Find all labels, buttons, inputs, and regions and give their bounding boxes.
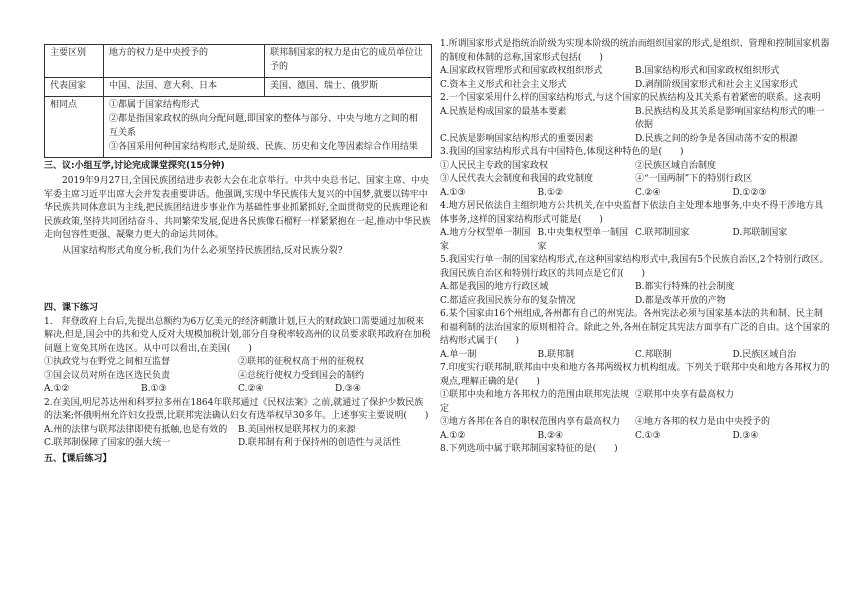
left-column [44, 38, 432, 466]
question-stem: 3.我国的国家结构形式具有中国特色,体现这种特色的是( ) [440, 147, 684, 157]
choice: B.①③ [141, 384, 167, 395]
right-column [440, 38, 830, 457]
table-row [45, 77, 432, 96]
question-stem: 2.一个国家采用什么样的国家结构形式,与这个国家的民族结构及其关系有着紧密的联系。这表明 [440, 93, 821, 103]
table-cell: 联邦制国家的权力是由它的成员单位让予的 [265, 45, 432, 78]
choice-row [440, 227, 830, 254]
choice: D.邦联制国家 [732, 228, 788, 238]
common-points-cell [104, 96, 432, 157]
choice: B.中央集权型单一制国家 [537, 228, 628, 252]
choice-row [440, 187, 830, 201]
option: ④“一国两制”下的特别行政区 [635, 174, 753, 184]
choice: D.民族之间的纷争是各国动荡不安的根源 [635, 133, 798, 144]
choice: D.③④ [732, 430, 759, 441]
option-row [440, 389, 830, 416]
choice: A.民族是构成国家的最基本要素 [440, 106, 567, 117]
option: ③人民代表大会制度和我国的政党制度 [440, 174, 594, 184]
question-stem: 4.地方居民依法自主组织地方公共机关,在中央监督下依法自主处理本地事务,中央不得干涉地方具体事务,这样的国家结构形式可能是( ) [440, 201, 824, 225]
choice: C.②④ [238, 384, 264, 395]
option: ④地方各邦的权力是由中央授予的 [635, 417, 771, 427]
table-cell: 地方的权力是中央授予的 [104, 45, 265, 78]
choice: C.②④ [635, 187, 661, 198]
choice: A.①② [44, 384, 70, 395]
choice-row [440, 106, 830, 133]
choice: C.邦联制 [635, 349, 672, 360]
choice: A.都是我国的地方行政区域 [440, 282, 549, 292]
choice: B.②④ [537, 430, 564, 441]
list-item: ③各国采用何种国家结构形式,是阶级、民族、历史和文化等因素综合作用结果 [109, 141, 418, 152]
choice: D.联邦制有利于保持州的创造性与灵活性 [238, 438, 401, 449]
choice: C.资本主义形式和社会主义形式 [440, 79, 567, 90]
option-row [440, 160, 830, 174]
choice: D.①②③ [732, 187, 767, 198]
choice: A.①③ [440, 187, 466, 198]
option: ③国会议员对所在选区选民负责 [44, 370, 171, 381]
choice: D.③④ [335, 384, 361, 395]
option: ①执政党与在野党之间相互监督 [44, 357, 171, 368]
choice: B.国家结构形式和国家政权组织形式 [635, 66, 780, 76]
option: ②联邦的征税权高于州的征税权 [238, 357, 365, 368]
section-paragraph: 2019年9月27日,全国民族团结进步表彰大会在北京举行。中共中央总书记、国家主席、中央军委主席习近平出席大会并发表重要讲话。他强调,实现中华民族伟大复兴的中国梦,就要以铸牢中华民族共同体意识为主线,把民族团结进步事业作为基础性事业抓紧抓好,全面贯彻党的民族理论和民族政策,坚持共同团结奋斗、共同繁荣发展,促进各民族像石榴籽一样紧紧抱在一起,推动中华民族走向包容性更强、凝聚力更大的命运共同体。 [44, 176, 431, 241]
option-row [440, 173, 830, 187]
choice-row [440, 133, 830, 147]
list-item: ①都属于国家结构形式 [109, 99, 200, 110]
choice-row [440, 281, 830, 295]
choice-row [440, 295, 830, 309]
choice-row [44, 383, 432, 397]
option: ②民族区域自治制度 [635, 160, 717, 171]
section-title: 四、课下练习 [44, 303, 99, 314]
choice-row [440, 79, 830, 93]
option: ④总统行使权力受到国会的制约 [238, 370, 365, 381]
choice: B.①② [537, 187, 564, 198]
section-title: 三、议:小组互学,讨论完成课堂探究(15分钟) [44, 160, 225, 171]
choice: C.都适应我国民族分布的复杂情况 [440, 295, 576, 306]
option: ①人民民主专政的国家政权 [440, 160, 549, 171]
choice: A.国家政权管理形式和国家政权组织形式 [440, 66, 603, 76]
choice-row [440, 65, 830, 79]
option: ③地方各邦在各自的职权范围内享有最高权力 [440, 417, 621, 427]
row-head: 主要区别 [45, 45, 104, 78]
choice: C.联邦制保障了国家的强大统一 [44, 438, 171, 449]
table-cell: 美国、德国、瑞士、俄罗斯 [265, 77, 432, 96]
choice: D.民族区域自治 [732, 349, 797, 360]
comparison-table [44, 44, 432, 158]
question-stem: 6.某个国家由16个州组成,各州都有自己的州宪法。各州宪法必须与国家基本法的共和制、民主制和福利制的法治国家的原则相符合。除此之外,各州在制定其宪法方面享有广泛的自由。这个国家的结构形式属于( ) [440, 309, 830, 346]
section-question: 从国家结构形式角度分析,我们为什么必须坚持民族团结,反对民族分裂? [62, 245, 343, 256]
choice: A.①② [440, 430, 466, 441]
choice: C.①③ [635, 430, 661, 441]
question-stem: 2.在美国,明尼苏达州和科罗拉多州在1864年联邦通过《民权法案》之前,就通过了保护少数民族的法案;怀俄明州允许妇女投票,比联邦宪法确认妇女有选举权早30多年。上述事实主要说明( ) [44, 397, 429, 422]
question-stem: 5.我国实行单一制的国家结构形式,在这种国家结构形式中,我国有5个民族自治区,2个特别行政区。我国民族自治区和特别行政区的共同点是它们( ) [440, 255, 829, 279]
option-row [440, 416, 830, 430]
choice: C.联邦制国家 [635, 228, 690, 238]
row-head: 代表国家 [45, 77, 104, 96]
choice: B.都实行特殊的社会制度 [635, 282, 735, 292]
option: ①联邦中央和地方各邦权力的范围由联邦宪法规定 [440, 390, 630, 414]
choice: B.美国州权是联邦权力的来源 [238, 424, 356, 435]
option-row [44, 356, 432, 370]
choice: D.剥削阶级国家形式和社会主义国家形式 [635, 79, 798, 90]
question-stem: 7.印度实行联邦制,联邦由中央和地方各邦两级权力机构组成。下列关于联邦中央和地方各邦权力的观点,理解正确的是( ) [440, 363, 830, 387]
choice: A.单一制 [440, 349, 477, 360]
choice-row [440, 430, 830, 444]
row-head: 相同点 [45, 96, 104, 157]
choice-row [44, 437, 432, 451]
table-row [45, 96, 432, 157]
table-row [45, 45, 432, 78]
section-title: 五、【课后练习】 [44, 453, 112, 464]
choice: D.都是改革开放的产物 [635, 295, 726, 306]
choice: B.民族结构及其关系是影响国家结构形式的唯一依据 [635, 106, 825, 130]
choice: A.地方分权型单一制国家 [440, 228, 531, 252]
choice-row [44, 424, 432, 438]
question-stem: 1.所谓国家形式是指统治阶级为实现本阶级的统治而组织国家的形式,是组织、管理和控制国家机器的制度和体制的总称,国家形式包括( ) [440, 39, 830, 63]
list-item: ②都是指国家政权的纵向分配问题,即国家的整体与部分、中央与地方之间的相互关系 [109, 113, 418, 138]
choice: A.州的法律与联邦法律即使有抵触,也是有效的 [44, 424, 228, 435]
choice: C.民族是影响国家结构形式的重要因素 [440, 133, 594, 144]
choice: B.联邦制 [537, 349, 574, 360]
option: ②联邦中央享有最高权力 [635, 390, 735, 400]
question-stem: 8.下列选项中属于联邦制国家特征的是( ) [440, 444, 618, 454]
choice-row [440, 349, 830, 363]
table-cell: 中国、法国、意大利、日本 [104, 77, 265, 96]
question-stem: 1. 拜登政府上台后,先提出总额约为6万亿美元的经济刺激计划,巨大的财政缺口需要通过加税来解决,但是,国会中的共和党人反对大规模加税计划,部分自身税率较高州的议员要求联邦政府在加税问题上宽免其所在选区。从中可以看出,在美国( ) [44, 316, 431, 354]
option-row [44, 370, 432, 384]
